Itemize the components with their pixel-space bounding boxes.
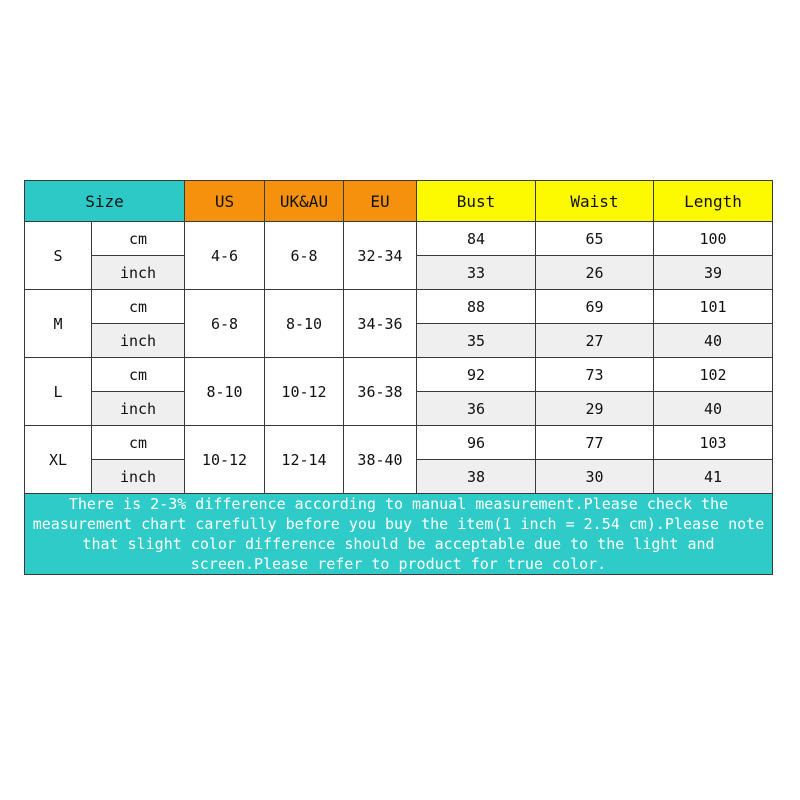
length-value: 100	[654, 222, 773, 256]
waist-value: 77	[536, 426, 654, 460]
unit-label: cm	[92, 426, 185, 460]
note-line: screen.Please refer to product for true color.	[190, 555, 607, 573]
bust-value: 96	[417, 426, 536, 460]
length-value: 40	[654, 324, 773, 358]
note-line: measurement chart carefully before you buy the item(1 inch = 2.54 cm).Please note	[32, 515, 765, 533]
length-value: 41	[654, 460, 773, 494]
unit-label: cm	[92, 358, 185, 392]
uk-au-size: 8-10	[265, 290, 344, 358]
uk-au-size: 10-12	[265, 358, 344, 426]
length-value: 39	[654, 256, 773, 290]
note-row	[25, 494, 773, 575]
table-row	[25, 222, 773, 256]
header-bust: Bust	[417, 181, 536, 222]
waist-value: 26	[536, 256, 654, 290]
unit-label: inch	[92, 256, 185, 290]
header-size: Size	[25, 181, 185, 222]
header-uk-au: UK&AU	[265, 181, 344, 222]
us-size: 6-8	[185, 290, 265, 358]
header-row	[25, 181, 773, 222]
note-line: that slight color difference should be acceptable due to the light and	[82, 535, 715, 553]
us-size: 8-10	[185, 358, 265, 426]
unit-label: cm	[92, 222, 185, 256]
length-value: 40	[654, 392, 773, 426]
us-size: 4-6	[185, 222, 265, 290]
header-length: Length	[654, 181, 773, 222]
length-value: 102	[654, 358, 773, 392]
waist-value: 30	[536, 460, 654, 494]
size-label: L	[25, 358, 92, 426]
bust-value: 33	[417, 256, 536, 290]
unit-label: inch	[92, 324, 185, 358]
uk-au-size: 6-8	[265, 222, 344, 290]
unit-label: inch	[92, 460, 185, 494]
size-label: M	[25, 290, 92, 358]
bust-value: 35	[417, 324, 536, 358]
header-us: US	[185, 181, 265, 222]
uk-au-size: 12-14	[265, 426, 344, 494]
waist-value: 27	[536, 324, 654, 358]
bust-value: 92	[417, 358, 536, 392]
measurement-note	[25, 494, 773, 575]
eu-size: 36-38	[344, 358, 417, 426]
bust-value: 36	[417, 392, 536, 426]
table-row	[25, 290, 773, 324]
waist-value: 73	[536, 358, 654, 392]
bust-value: 38	[417, 460, 536, 494]
eu-size: 38-40	[344, 426, 417, 494]
table-row	[25, 358, 773, 392]
length-value: 101	[654, 290, 773, 324]
bust-value: 88	[417, 290, 536, 324]
waist-value: 29	[536, 392, 654, 426]
unit-label: inch	[92, 392, 185, 426]
unit-label: cm	[92, 290, 185, 324]
header-eu: EU	[344, 181, 417, 222]
length-value: 103	[654, 426, 773, 460]
size-label: S	[25, 222, 92, 290]
eu-size: 32-34	[344, 222, 417, 290]
size-chart-table	[24, 180, 773, 575]
header-waist: Waist	[536, 181, 654, 222]
note-line: There is 2-3% difference according to manual measurement.Please check the	[68, 495, 729, 513]
us-size: 10-12	[185, 426, 265, 494]
eu-size: 34-36	[344, 290, 417, 358]
bust-value: 84	[417, 222, 536, 256]
table-row	[25, 426, 773, 460]
size-label: XL	[25, 426, 92, 494]
waist-value: 69	[536, 290, 654, 324]
waist-value: 65	[536, 222, 654, 256]
